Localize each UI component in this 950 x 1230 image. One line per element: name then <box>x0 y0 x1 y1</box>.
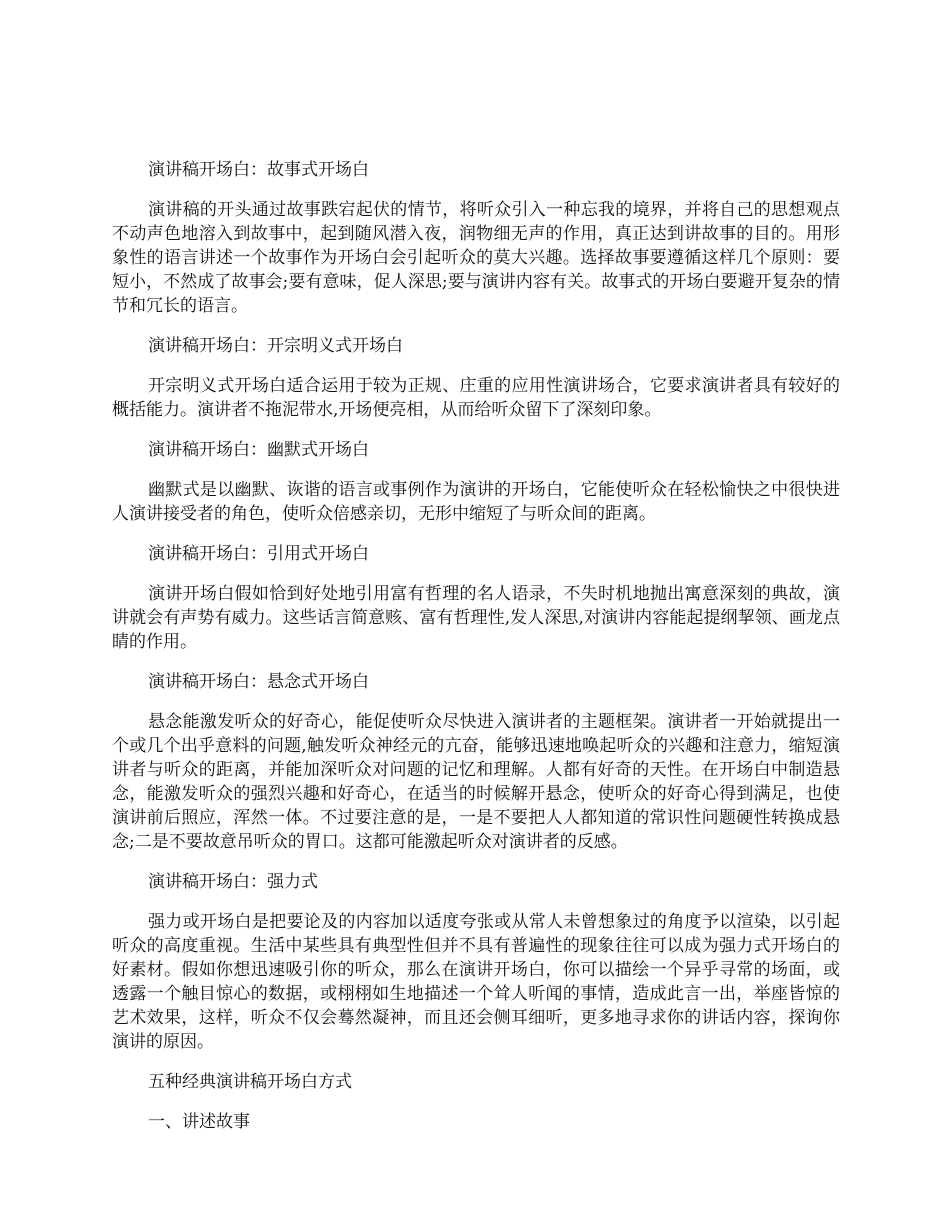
paragraph-direct: 开宗明义式开场白适合运用于较为正规、庄重的应用性演讲场合，它要求演讲者具有较好的概括能力。演讲者不拖泥带水,开场便亮相，从而给听众留下了深刻印象。 <box>112 376 840 420</box>
paragraph-humor: 幽默式是以幽默、诙谐的语言或事例作为演讲的开场白，它能使听众在轻松愉快之中很快进人演讲接受者的角色，使听众倍感亲切，无形中缩短了与听众间的距离。 <box>112 480 840 524</box>
section-heading-suspense: 演讲稿开场白：悬念式开场白 <box>148 672 369 692</box>
section-heading-humor: 演讲稿开场白：幽默式开场白 <box>148 440 369 460</box>
section-heading-direct: 演讲稿开场白：开宗明义式开场白 <box>148 336 403 356</box>
paragraph-forceful: 强力或开场白是把要论及的内容加以适度夸张或从常人未曾想象过的角度予以渲染，以引起听众的高度重视。生活中某些具有典型性但并不具有普遍性的现象往往可以成为强力式开场白的好素材。假如你想迅速吸引你的听众，那么在演讲开场白，你可以描绘一个异乎寻常的场面，或透露一个触目惊心的数据，或栩栩如生地描述一个耸人听闻的事情，造成此言一出，举座皆惊的艺术效果，这样，听众不仅会蓦然凝神，而且还会侧耳细听，更多地寻求你的讲话内容，探询你演讲的原因。 <box>112 912 840 1052</box>
paragraph-suspense: 悬念能激发听众的好奇心，能促使听众尽快进入演讲者的主题框架。演讲者一开始就提出一个或几个出乎意料的问题,触发听众神经元的亢奋，能够迅速地唤起听众的兴趣和注意力，缩短演讲者与听众的距离，并能加深听众对问题的记忆和理解。人都有好奇的天性。在开场白中制造悬念，能激发听众的强烈兴趣和好奇心，在适当的时候解开悬念，使听众的好奇心得到满足，也使演讲前后照应，浑然一体。不过要注意的是，一是不要把人人都知道的常识性问题硬性转换成悬念;二是不要故意吊听众的胃口。这都可能激起听众对演讲者的反感。 <box>112 712 840 852</box>
section-heading-forceful: 演讲稿开场白：强力式 <box>148 872 318 892</box>
document-page <box>112 158 840 1150</box>
section-heading-five-methods: 五种经典演讲稿开场白方式 <box>148 1072 352 1092</box>
section-heading-story: 演讲稿开场白：故事式开场白 <box>148 160 369 180</box>
paragraph-quote: 演讲开场白假如恰到好处地引用富有哲理的名人语录，不失时机地抛出寓意深刻的典故，演讲就会有声势有威力。这些话言简意赅、富有哲理性,发人深思,对演讲内容能起提纲挈领、画龙点睛的作用。 <box>112 584 840 652</box>
section-heading-quote: 演讲稿开场白：引用式开场白 <box>148 544 369 564</box>
section-heading-tell-story: 一、讲述故事 <box>148 1112 250 1132</box>
paragraph-story: 演讲稿的开头通过故事跌宕起伏的情节，将听众引入一种忘我的境界，并将自己的思想观点不动声色地溶入到故事中，起到随风潜入夜，润物细无声的作用，真正达到讲故事的目的。用形象性的语言讲述一个故事作为开场白会引起听众的莫大兴趣。选择故事要遵循这样几个原则：要短小，不然成了故事会;要有意味，促人深思;要与演讲内容有关。故事式的开场白要避开复杂的情节和冗长的语言。 <box>112 200 840 316</box>
